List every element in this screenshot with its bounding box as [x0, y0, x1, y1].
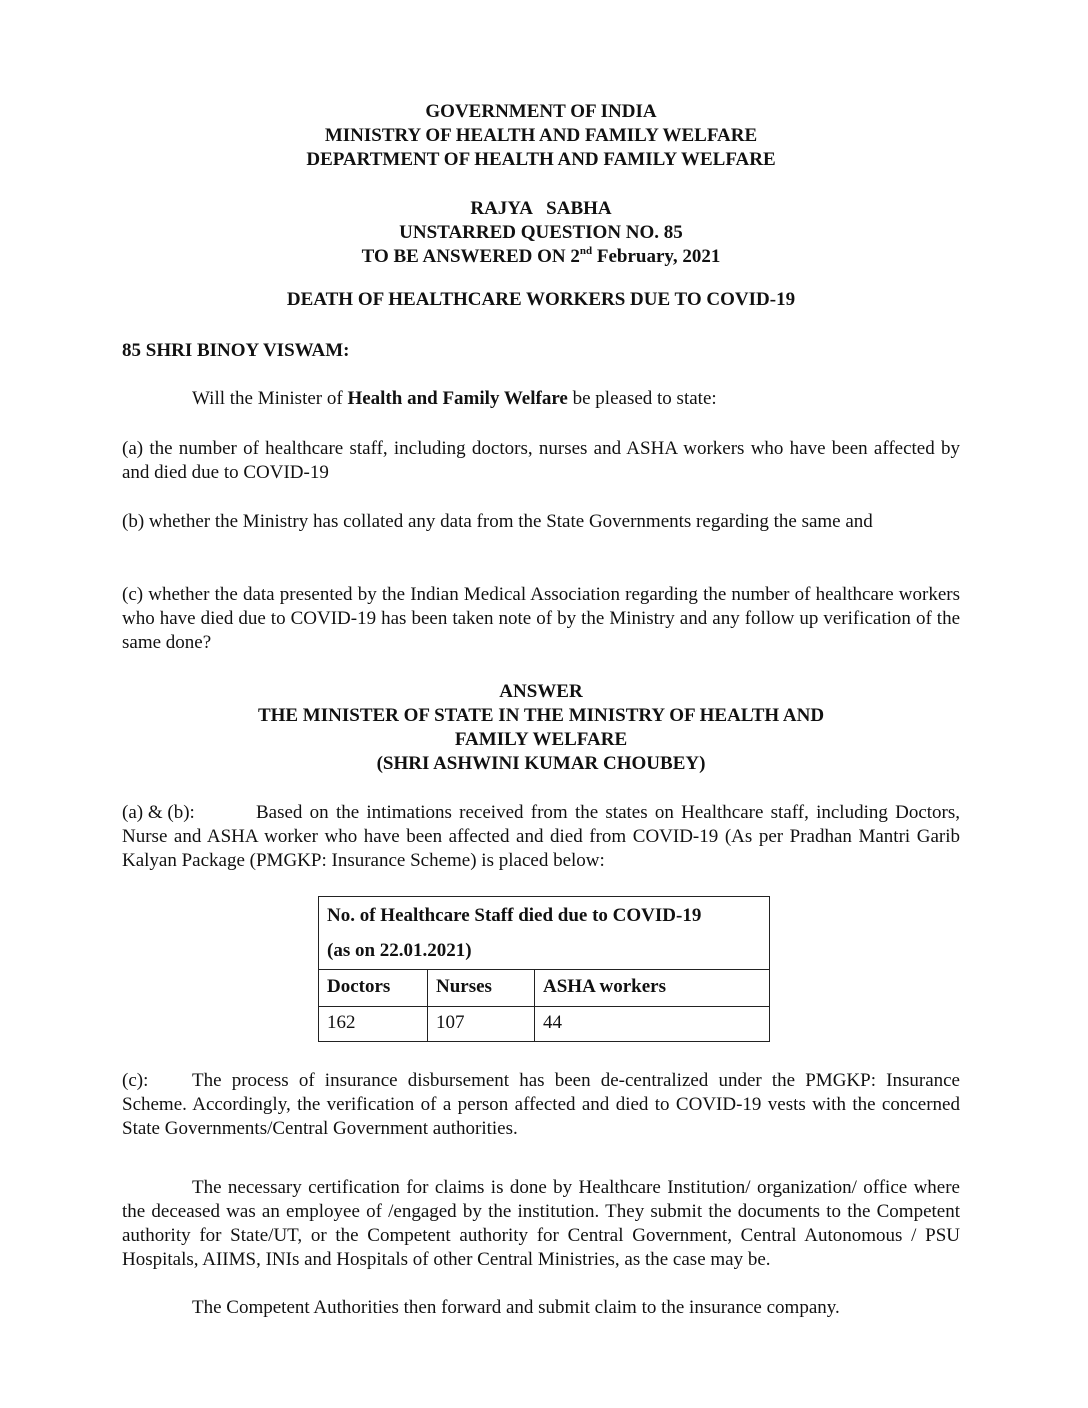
government-header — [122, 100, 960, 172]
column-header-asha-workers: ASHA workers — [535, 970, 770, 1007]
answer-date — [122, 245, 960, 269]
intro-post: be pleased to state: — [567, 388, 717, 409]
value-nurses: 107 — [428, 1007, 535, 1042]
subject-title: DEATH OF HEALTHCARE WORKERS DUE TO COVID-19 — [286, 289, 796, 310]
value-doctors: 162 — [319, 1007, 428, 1042]
answer-ab-text: Based on the intimations received from the states on Healthcare staff, including Doctors, Nurse and ASHA worker who have been affected and died from COVID-19 (As per Pradhan Mantri Garib Kalyan Package (PMGKP: Insurance Scheme) is placed below: — [122, 802, 960, 871]
value-asha-workers: 44 — [535, 1007, 770, 1042]
answer-c-text: The process of insurance disbursement has been de-centralized under the PMGKP: Insurance Scheme. Accordingly, the verification of a person affected and died to COVID-19 vests with the concerned State Governments/Central Government authorities. — [122, 1070, 960, 1139]
answer-c — [122, 1069, 960, 1141]
question-number: UNSTARRED QUESTION NO. 85 — [399, 222, 683, 243]
answer-heading-line-4: (SHRI ASHWINI KUMAR CHOUBEY) — [376, 753, 706, 774]
answer-ab — [122, 801, 960, 873]
answer-heading-line-3: FAMILY WELFARE — [454, 729, 628, 750]
answer-heading-line-2: THE MINISTER OF STATE IN THE MINISTRY OF HEALTH AND — [257, 705, 825, 726]
answer-heading — [122, 680, 960, 776]
intro-pre: Will the Minister of — [192, 388, 348, 409]
healthcare-deaths-table — [318, 896, 770, 1042]
question-a: (a) the number of healthcare staff, including doctors, nurses and ASHA workers who have been affected by and died due to COVID-19 — [122, 438, 960, 483]
question-intro — [122, 387, 960, 411]
questioner-name: 85 SHRI BINOY VISWAM: — [122, 340, 350, 361]
answer-date-suffix: February, 2021 — [592, 246, 721, 267]
header-line-3: DEPARTMENT OF HEALTH AND FAMILY WELFARE — [306, 149, 776, 170]
header-line-2: MINISTRY OF HEALTH AND FAMILY WELFARE — [324, 125, 758, 146]
forward-paragraph: The Competent Authorities then forward and submit claim to the insurance company. — [192, 1297, 840, 1318]
answer-ab-label: (a) & (b): — [122, 802, 195, 823]
answer-heading-line-1: ANSWER — [499, 681, 583, 702]
intro-bold: Health and Family Welfare — [347, 388, 568, 409]
table-row — [319, 1007, 770, 1042]
session-block — [122, 197, 960, 269]
header-line-1: GOVERNMENT OF INDIA — [425, 101, 657, 122]
question-c: (c) whether the data presented by the Indian Medical Association regarding the number of healthcare workers who have died due to COVID-19 has been taken note of by the Ministry and any follow up verification of the same done? — [122, 584, 960, 653]
table-title-line-2: (as on 22.01.2021) — [327, 940, 472, 961]
answer-date-superscript: nd — [579, 244, 593, 257]
house-name: RAJYA SABHA — [470, 198, 612, 219]
table-header-row — [319, 970, 770, 1007]
table-title-cell — [319, 897, 770, 970]
question-b: (b) whether the Ministry has collated any data from the State Governments regarding the same and — [122, 511, 873, 532]
answer-date-prefix: TO BE ANSWERED ON 2 — [361, 246, 580, 267]
answer-c-label: (c): — [122, 1070, 149, 1091]
column-header-doctors: Doctors — [319, 970, 428, 1007]
column-header-nurses: Nurses — [428, 970, 535, 1007]
certification-paragraph: The necessary certification for claims is done by Healthcare Institution/ organization/ office where the deceased was an employee of /engaged by the institution. They submit the documents to the Competent authority for State/UT, or the Competent authority for Central Government, Central Autonomous / PSU Hospitals, AIIMS, INIs and Hospitals of other Central Ministries, as the case may be. — [122, 1177, 960, 1270]
table-title-line-1: No. of Healthcare Staff died due to COVID-19 — [327, 905, 702, 926]
